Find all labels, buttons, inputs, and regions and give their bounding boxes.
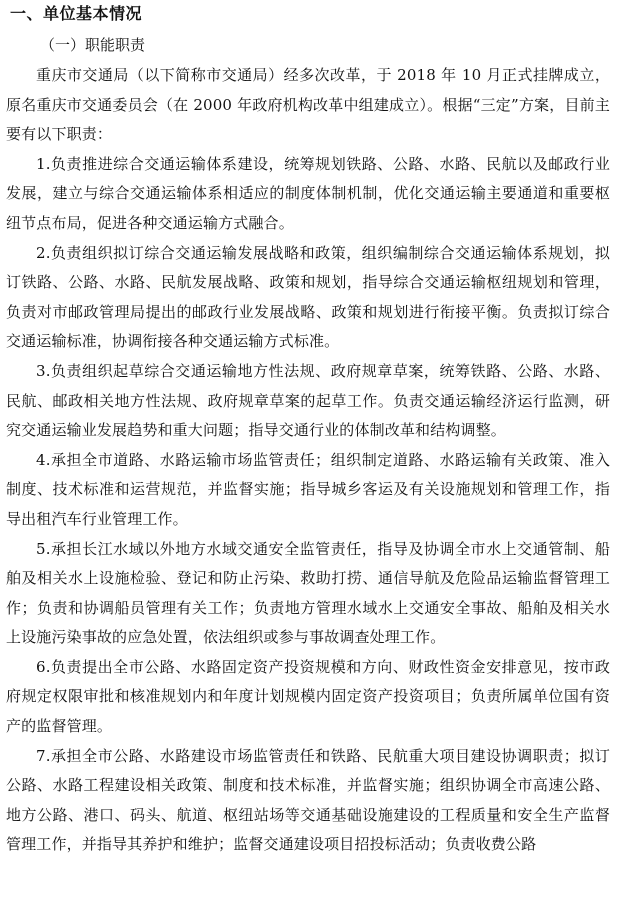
section-heading: 一、单位基本情况 xyxy=(10,4,143,23)
duty-paragraph-2: 2.负责组织拟订综合交通运输发展战略和政策，组织编制综合交通运输体系规划，拟订铁路、公路、水路、民航发展战略、政策和规划，指导综合交通运输枢纽规划和管理，负责对市邮政管理局提出的邮政行业发展战略、政策和规划进行衔接平衡。负责拟订综合交通运输标准，协调衔接各种交通运输方式标准。 xyxy=(6,243,610,351)
duty-paragraph-4: 4.承担全市道路、水路运输市场监管责任；组织制定道路、水路运输有关政策、准入制度、技术标准和运营规范，并监督实施；指导城乡客运及有关设施规划和管理工作，指导出租汽车行业管理工作。 xyxy=(6,450,610,528)
subsection-heading: （一）职能职责 xyxy=(40,36,146,54)
intro-paragraph: 重庆市交通局（以下简称市交通局）经多次改革，于 2018 年 10 月正式挂牌成立，原名重庆市交通委员会（在 2000 年政府机构改革中组建成立）。根据“三定”方案，目前主要有以下职责： xyxy=(6,66,610,144)
duty-paragraph-7: 7.承担全市公路、水路建设市场监管责任和铁路、民航重大项目建设协调职责；拟订公路、水路工程建设相关政策、制度和技术标准，并监督实施；组织协调全市高速公路、地方公路、港口、码头、航道、枢纽站场等交通基础设施建设的工程质量和安全生产监督管理工作，并指导其养护和维护；监督交通建设项目招投标活动；负责收费公路 xyxy=(6,746,610,854)
duty-paragraph-1: 1.负责推进综合交通运输体系建设，统筹规划铁路、公路、水路、民航以及邮政行业发展，建立与综合交通运输体系相适应的制度体制机制，优化交通运输主要通道和重要枢纽节点布局，促进各种交通运输方式融合。 xyxy=(6,154,610,232)
document-body xyxy=(0,61,618,860)
duty-paragraph-3: 3.负责组织起草综合交通运输地方性法规、政府规章草案，统筹铁路、公路、水路、民航、邮政相关地方性法规、政府规章草案的起草工作。负责交通运输经济运行监测，研究交通运输业发展趋势和重大问题；指导交通行业的体制改革和结构调整。 xyxy=(6,361,610,440)
duty-paragraph-5: 5.承担长江水域以外地方水域交通安全监管责任，指导及协调全市水上交通管制、船舶及相关水上设施检验、登记和防止污染、救助打捞、通信导航及危险品运输监督管理工作；负责和协调船员管理有关工作；负责地方管理水域水上交通安全事故、船舶及相关水上设施污染事故的应急处置，依法组织或参与事故调查处理工作。 xyxy=(6,539,610,647)
duty-paragraph-6: 6.负责提出全市公路、水路固定资产投资规模和方向、财政性资金安排意见，按市政府规定权限审批和核准规划内和年度计划规模内固定资产投资项目；负责所属单位国有资产的监督管理。 xyxy=(6,657,610,736)
